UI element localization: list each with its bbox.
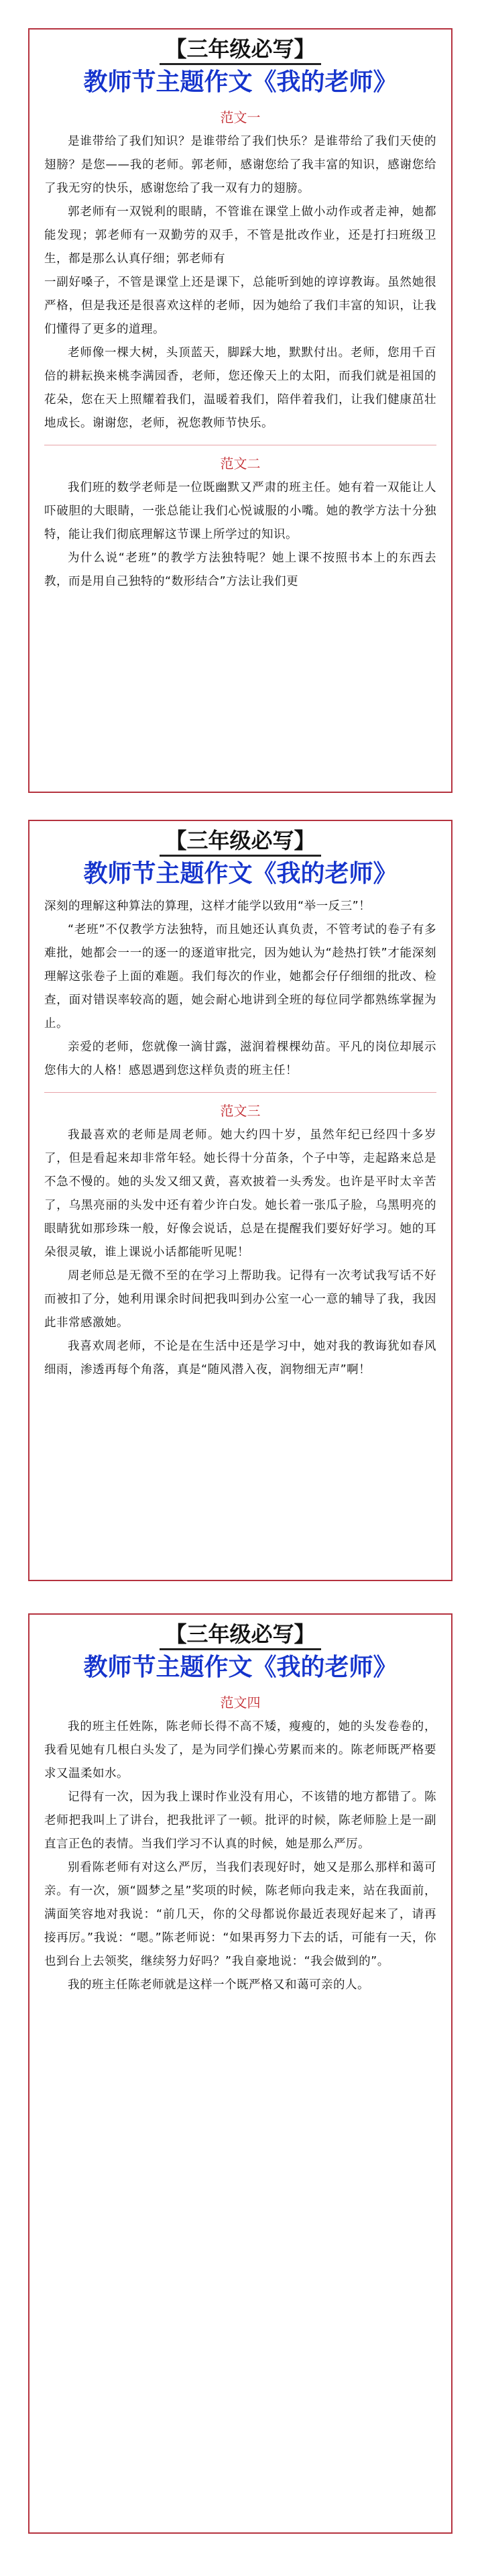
paragraph: 周老师总是无微不至的在学习上帮助我。记得有一次考试我写话不好而被扣了分，她利用课余时间把我叫到办公室一心一意的辅导了我，我因此非常感激她。: [44, 1269, 436, 1330]
section-heading: 范文二: [220, 455, 261, 472]
essay-title: 教师节主题作文《我的老师》: [83, 860, 398, 888]
section-heading: 范文一: [220, 109, 261, 125]
paragraph: 我喜欢周老师，不论是在生活中还是学习中，她对我的教诲犹如春风细雨，渗透再每个角落，真是“随风潜入夜，润物细无声”啊！: [44, 1340, 436, 1377]
grade-tag: 【三年级必写】: [44, 825, 436, 856]
paragraph: 记得有一次，因为我上课时作业没有用心，不该错的地方都错了。陈老师把我叫上了讲台，把我批评了一顿。批评的时候，陈老师脸上是一副直言正色的表情。当我们学习不认真的时候，她是那么严厉。: [44, 1790, 436, 1851]
section-heading: 范文四: [220, 1695, 261, 1711]
section-heading: 范文三: [220, 1103, 261, 1119]
paragraph: 深刻的理解这种算法的算理，这样才能学以致用“举一反三”！: [44, 900, 371, 913]
paragraph: 我的班主任陈老师就是这样一个既严格又和蔼可亲的人。: [68, 1978, 369, 1992]
paragraph: 我们班的数学老师是一位既幽默又严肃的班主任。她有着一双能让人吓破胆的大眼睛，一张总能让我们心悦诚服的小嘴。她的教学方法十分独特，能让我们彻底理解这节课上所学过的知识。: [44, 481, 436, 541]
section-divider: [44, 1092, 436, 1093]
paragraph: 为什么说“老班”的教学方法独特呢？她上课不按照书本上的东西去教，而是用自己独特的“数形结合”方法让我们更: [44, 551, 436, 588]
grade-tag: 【三年级必写】: [44, 1619, 436, 1650]
paragraph: 老师像一棵大树，头顶蓝天，脚踩大地，默默付出。老师，您用千百倍的耕耘换来桃李满园香，老师，您还像天上的太阳，而我们就是祖国的花朵，您在天上照耀着我们，温暖着我们，陪伴着我们，让我们健康茁壮地成长。谢谢您，老师，祝您教师节快乐。: [44, 346, 436, 430]
paragraph: 别看陈老师有对这么严厉，当我们表现好时，她又是那么那样和蔼可亲。有一次，颁“圆梦之星”奖项的时候，陈老师向我走来，站在我面前，满面笑容地对我说：“前几天，你的父母都说你最近表现好起来了，请再接再厉。”我说：“嗯。”陈老师说：“如果再努力下去的话，可能有一天，你也到台上去领奖，继续努力好吗？”我自豪地说：“我会做到的”。: [44, 1861, 436, 1968]
paragraph: 亲爱的老师，您就像一滴甘露，滋润着棵棵幼苗。平凡的岗位却展示您伟大的人格！感恩遇到您这样负责的班主任！: [44, 1040, 436, 1077]
grade-tag: 【三年级必写】: [44, 34, 436, 64]
paragraph: 我最喜欢的老师是周老师。她大约四十岁，虽然年纪已经四十多岁了，但是看起来却非常年轻。她长得十分苗条，个子中等，走起路来总是不急不慢的。她的头发又细又黄，喜欢披着一头秀发。也许是平时太辛苦了，乌黑亮丽的头发中还有着少许白发。她长着一张瓜子脸，乌黑明亮的眼睛犹如那珍珠一般，好像会说话，总是在提醒我们要好好学习。她的耳朵很灵敏，谁上课说小话都能听见呢！: [44, 1128, 436, 1259]
paragraph: 是谁带给了我们知识？是谁带给了我们快乐？是谁带给了我们天使的翅膀？是您——我的老师。郭老师，感谢您给了我丰富的知识，感谢您给了我无穷的快乐，感谢您给了我一双有力的翅膀。: [44, 135, 436, 195]
essay-title: 教师节主题作文《我的老师》: [83, 68, 398, 96]
paragraph: 我的班主任姓陈，陈老师长得不高不矮，瘦瘦的，她的头发卷卷的，我看见她有几根白头发了，是为同学们操心劳累而来的。陈老师既严格要求又温柔如水。: [44, 1720, 436, 1780]
paragraph: 一副好嗓子，不管是课堂上还是课下，总能听到她的谆谆教诲。虽然她很严格，但是我还是很喜欢这样的老师，因为她给了我们丰富的知识，让我们懂得了更多的道理。: [44, 276, 436, 336]
essay-card-3: [28, 1613, 453, 2534]
essay-card-1: [28, 28, 453, 793]
paragraph: “老班”不仅教学方法独特，而且她还认真负责，不管考试的卷子有多难批，她都会一一的逐一的逐道审批完，因为她认为“趁热打铁”才能深刻理解这张卷子上面的难题。我们每次的作业，她都会仔仔细细的批改、检查，面对错误率较高的题，她会耐心地讲到全班的每位同学都熟练掌握为止。: [44, 923, 436, 1030]
essay-title: 教师节主题作文《我的老师》: [83, 1654, 398, 1681]
paragraph: 郭老师有一双锐利的眼睛，不管谁在课堂上做小动作或者走神，她都能发现；郭老师有一双勤劳的双手，不管是批改作业，还是打扫班级卫生，都是那么认真仔细；郭老师有: [44, 205, 436, 266]
essay-card-2: [28, 820, 453, 1581]
